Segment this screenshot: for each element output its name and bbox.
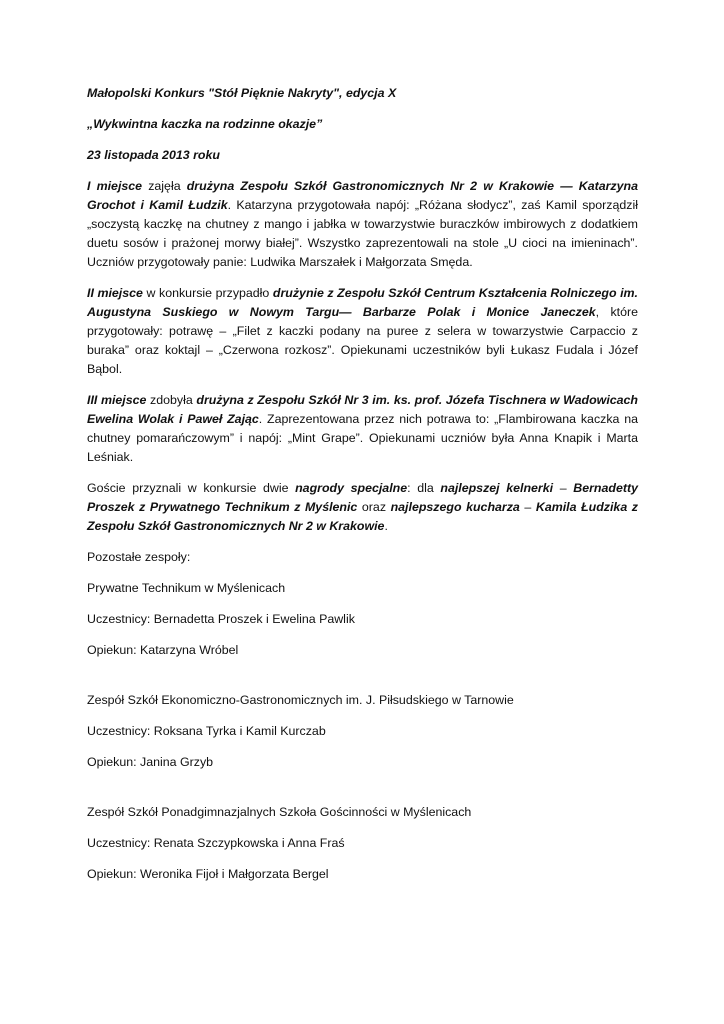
- document-page: [87, 84, 638, 896]
- third-place-paragraph: [87, 391, 638, 467]
- third-place-team: drużyna z Zespołu Szkół Nr 3 im. ks. prof. Józefa Tischnera w Wadowicach Ewelina Wolak i Paweł Zając: [87, 393, 638, 426]
- special-text-5: –: [519, 500, 536, 514]
- other-team-3: [87, 803, 638, 884]
- special-text-1: Goście przyznali w konkursie dwie: [87, 481, 296, 495]
- special-awards-label: nagrody specjalne: [295, 481, 408, 495]
- third-place-label: III miejsce: [87, 393, 147, 407]
- best-cook-label: najlepszego kucharza: [390, 500, 520, 514]
- third-place-text-2: . Zaprezentowana przez nich potrawa to: „Flambirowana kaczka na chutney pomarańczowym” i napój: „Mint Grape”. Opiekunami uczniów była Anna Knapik i Marta Leśniak.: [87, 412, 638, 464]
- other-teams-heading: Pozostałe zespoły:: [87, 550, 191, 564]
- team-mentor: Opiekun: Katarzyna Wróbel: [87, 643, 239, 657]
- second-place-team: drużynie z Zespołu Szkół Centrum Kształcenia Rolniczego im. Augustyna Suskiego w Nowym Targu— Barbarze Polak i Monice Janeczek: [87, 286, 638, 319]
- special-text-3: –: [553, 481, 574, 495]
- first-place-text-2: . Katarzyna przygotowała napój: „Różana słodycz”, zaś Kamil sporządził „soczystą kaczkę na chutney z mango i jabłka w towarzystwie buraczków imbirowych z dodatkiem duetu sosów i prażonej morwy białej”. Wszystko zaprezentowali na stole „U cioci na imieninach”. Uczniów przygotowały panie: Ludwika Marszałek i Małgorzata Smęda.: [87, 198, 638, 269]
- team-school: Zespół Szkół Ponadgimnazjalnych Szkoła Gościnności w Myślenicach: [87, 805, 472, 819]
- team-participants: Uczestnicy: Roksana Tyrka i Kamil Kurczab: [87, 724, 326, 738]
- best-cook-name: Kamila Łudzika z Zespołu Szkół Gastronomicznych Nr 2 w Krakowie: [87, 500, 638, 533]
- team-mentor: Opiekun: Weronika Fijoł i Małgorzata Bergel: [87, 867, 329, 881]
- first-place-label: I miejsce: [87, 179, 143, 193]
- team-school: Prywatne Technikum w Myślenicach: [87, 581, 286, 595]
- special-text-2: : dla: [407, 481, 441, 495]
- first-place-text-1: zajęła: [142, 179, 187, 193]
- contest-theme: „Wykwintna kaczka na rodzinne okazje”: [87, 117, 323, 131]
- contest-date: 23 listopada 2013 roku: [87, 148, 220, 162]
- best-waitress-name: Bernadetty Proszek z Prywatnego Technikum z Myślenic: [87, 481, 638, 514]
- contest-title: Małopolski Konkurs "Stół Pięknie Nakryty", edycja X: [87, 86, 397, 100]
- team-participants: Uczestnicy: Renata Szczypkowska i Anna Fraś: [87, 836, 345, 850]
- spacer: [87, 784, 638, 803]
- first-place-paragraph: [87, 177, 638, 272]
- second-place-label: II miejsce: [87, 286, 143, 300]
- team-participants: Uczestnicy: Bernadetta Proszek i Ewelina Pawlik: [87, 612, 355, 626]
- other-team-1: [87, 579, 638, 660]
- second-place-paragraph: [87, 284, 638, 379]
- first-place-team: drużyna Zespołu Szkół Gastronomicznych Nr 2 w Krakowie — Katarzyna Grochot i Kamil Łudzik: [87, 179, 638, 212]
- special-text-6: .: [384, 519, 388, 533]
- second-place-text-1: w konkursie przypadło: [142, 286, 273, 300]
- team-school: Zespół Szkół Ekonomiczno-Gastronomicznych im. J. Piłsudskiego w Tarnowie: [87, 693, 514, 707]
- spacer: [87, 672, 638, 691]
- best-waitress-label: najlepszej kelnerki: [440, 481, 554, 495]
- special-text-4: oraz: [357, 500, 391, 514]
- second-place-text-2: , które przygotowały: potrawę – „Filet z kaczki podany na puree z selera w towarzystwie Carpaccio z buraka” oraz koktajl – „Czerwona rozkosz”. Opiekunami uczestników byli Łukasz Fudala i Józef Bąbol.: [87, 305, 638, 376]
- special-awards-paragraph: [87, 479, 638, 536]
- other-team-2: [87, 691, 638, 772]
- team-mentor: Opiekun: Janina Grzyb: [87, 755, 214, 769]
- third-place-text-1: zdobyła: [146, 393, 197, 407]
